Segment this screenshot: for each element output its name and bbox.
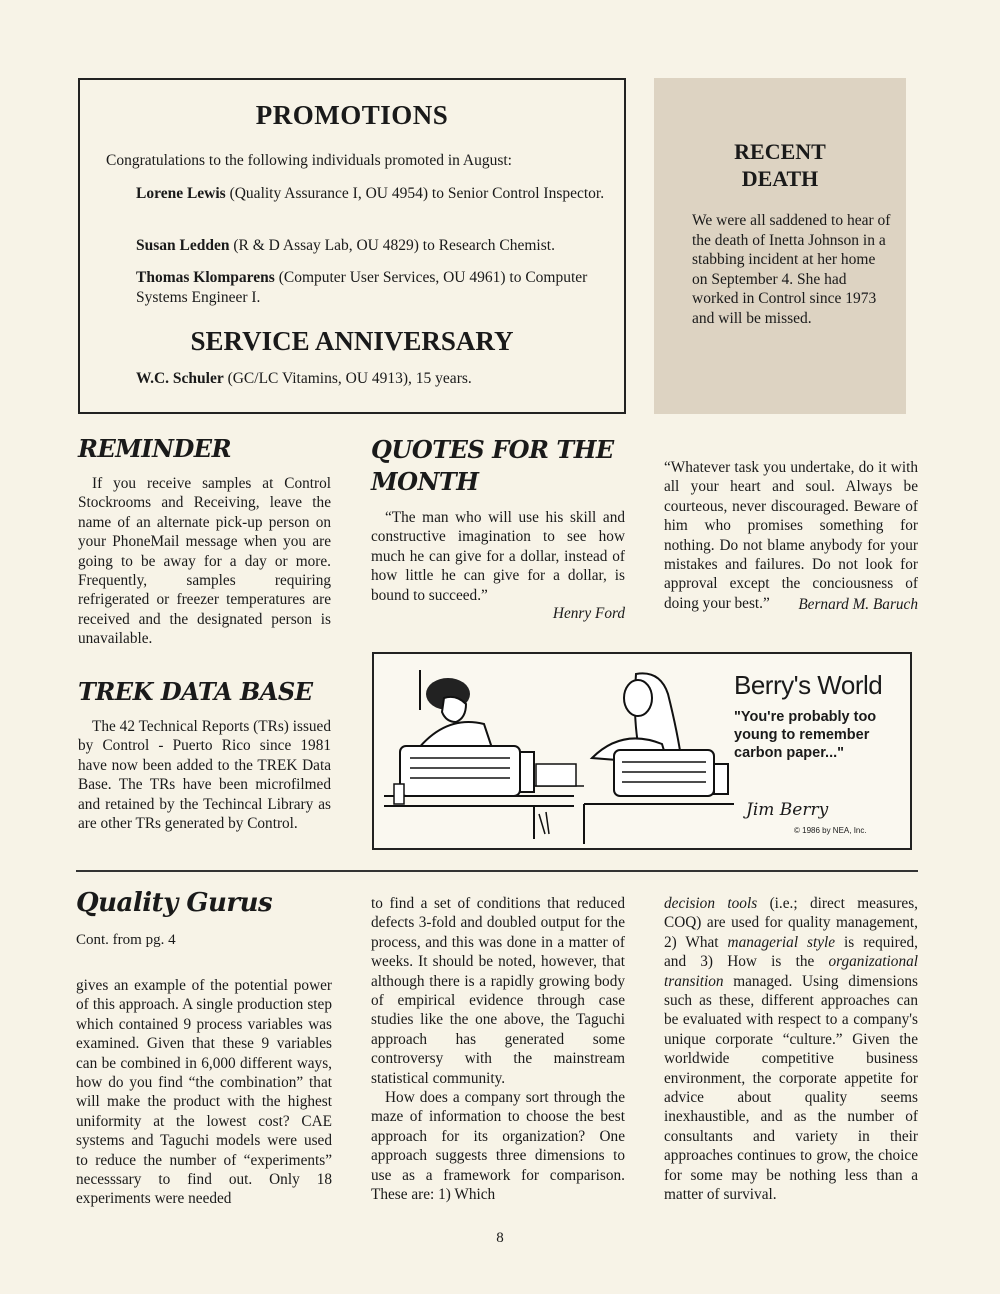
promotions-box xyxy=(78,78,626,414)
promotion-name: Susan Ledden xyxy=(136,237,230,254)
page-number: 8 xyxy=(496,1230,504,1246)
quality-gurus-col1: gives an example of the potential power of this approach. A single production step which contained 9 process variables was examined. Given that these 9 variables can be combined in 6,000 different ways, how do you find “the combination” that will make the product with the highest uniformity at the lowest cost? CAE systems and Taguchi models were used to reduce the number of “experiments” necesssary to find out. Only 18 experiments were needed xyxy=(76,977,332,1208)
cartoon-title: Berry's World xyxy=(734,670,883,700)
berrys-world-cartoon xyxy=(372,652,912,850)
quote-author-baruch: Bernard M. Baruch xyxy=(798,596,918,613)
trek-text: The 42 Technical Reports (TRs) issued by Control - Puerto Rico since 1981 have now been added to the TREK Data Base. The TRs have been microfilmed and retained by the Techincal Library as are other TRs generated by Control. xyxy=(78,718,331,833)
recent-death-text: We were all saddened to hear of the death of Inetta Johnson in a stabbing incident at her home on September 4. She had worked in Control since 1973 and will be missed. xyxy=(692,212,891,327)
promotions-intro: Congratulations to the following individuals promoted in August: xyxy=(106,152,512,169)
service-anniversary-title: SERVICE ANNIVERSARY xyxy=(190,326,514,356)
recent-death-title-line1: RECENT xyxy=(734,139,826,164)
col3-text: (i.e.; direct measures, COQ) are used for quality management, 2) What xyxy=(664,895,918,951)
recent-death-box xyxy=(654,78,906,414)
cartoon-drawing xyxy=(374,654,734,848)
quality-gurus-cont: Cont. from pg. 4 xyxy=(76,932,176,948)
section-divider xyxy=(76,870,918,872)
col3-emphasis: managerial style xyxy=(727,933,836,951)
cartoon-caption: "You're probably too young to remember carbon paper..." xyxy=(734,709,877,761)
quality-gurus-col2-p1: to find a set of conditions that reduced defects 3-fold and doubled output for the process, and this was done in a matter of weeks. It should be noted, however, that although there is a rapidly growing body of empirical evidence through case studies like the one above, the Taguchi approach has generated some controversy with the mainstream statistical community. xyxy=(371,895,625,1087)
recent-death-title-line2: DEATH xyxy=(741,166,819,191)
cartoon-signature: Jim Berry xyxy=(746,800,829,820)
reminder-title: REMINDER xyxy=(78,434,232,463)
promotion-detail: (Computer User Services, OU 4961) to Computer Systems Engineer I. xyxy=(136,269,588,306)
service-anniversary-entry xyxy=(136,370,472,388)
promotion-detail: (R & D Assay Lab, OU 4829) to Research Chemist. xyxy=(229,237,555,254)
col3-text: is required, and 3) How is the xyxy=(664,933,919,971)
quote-henry-ford: “The man who will use his skill and constructive imagination to see how much he can give for a dollar, instead of how little he can give for a dollar, is bound to succeed.” xyxy=(371,509,625,604)
quotes-title xyxy=(371,434,614,498)
col3-text: managed. Using dimensions such as these, different approaches can be evaluated with respect to a company's unique corporate “culture.” Given the worldwide competitive business environment, the corporate appetite for advice about quality seems inexhaustible, and as the number of consultants and variety in their approaches continues to grow, the choice for some may be nothing less than a matter of survival. xyxy=(664,972,918,1204)
promotion-entry xyxy=(136,236,606,256)
recent-death-title xyxy=(654,138,906,192)
quotes-title-line1: QUOTES FOR THE xyxy=(371,435,614,464)
quality-gurus-col3 xyxy=(664,894,918,1205)
promotion-detail: (Quality Assurance I, OU 4954) to Senior Control Inspector. xyxy=(225,185,605,202)
promotion-entry xyxy=(136,268,606,308)
col3-emphasis: decision tools xyxy=(664,895,758,912)
col3-emphasis: organizational transition xyxy=(664,953,918,990)
quote-author-ford: Henry Ford xyxy=(552,605,625,622)
promotion-name: Lorene Lewis xyxy=(136,185,226,202)
quality-gurus-col2 xyxy=(371,894,625,1205)
quality-gurus-title: Quality Gurus xyxy=(76,888,273,918)
promotions-title: PROMOTIONS xyxy=(255,100,449,130)
promotion-entry xyxy=(136,184,606,204)
service-name: W.C. Schuler xyxy=(136,370,224,387)
quotes-title-line2: MONTH xyxy=(371,467,479,496)
promotion-name: Thomas Klomparens xyxy=(136,269,275,286)
cartoon-copyright: © 1986 by NEA, Inc. xyxy=(794,826,867,835)
reminder-text: If you receive samples at Control Stockrooms and Receiving, leave the name of an alternate pick-up person on your PhoneMail message when you are going to be away for a day or more. Frequently, samples requiring refrigerated or freezer temperatures are received and the designated person is unavailable. xyxy=(78,475,331,648)
service-detail: (GC/LC Vitamins, OU 4913), 15 years. xyxy=(223,370,472,387)
quote-baruch: “Whatever task you undertake, do it with all your heart and soul. Always be courteous, never discouraged. Beware of him who promises something for nothing. Do not blame anybody for your mistakes and failures. Do not look for approval except the conciousness of doing your best.” xyxy=(664,459,918,612)
trek-title: TREK DATA BASE xyxy=(78,677,313,706)
quality-gurus-col2-p2: How does a company sort through the maze of information to choose the best approach for its organization? One approach suggests three dimensions to use as a framework for comparison. These are: 1) Which xyxy=(371,1089,625,1204)
